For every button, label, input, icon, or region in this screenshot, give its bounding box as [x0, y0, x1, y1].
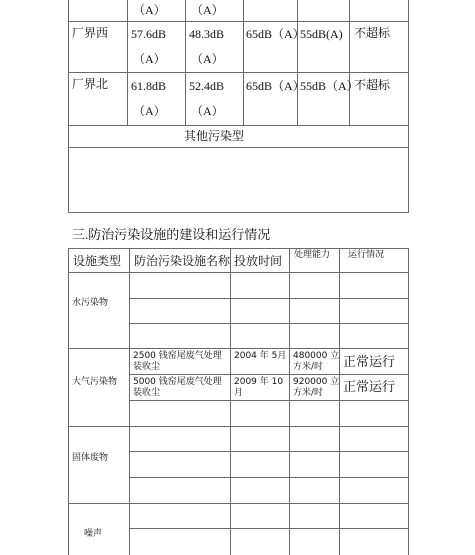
facility-name-line1: 2500 钱窑尾废气处理 — [133, 351, 222, 361]
result: 不超标 — [354, 78, 391, 92]
facility-name-line1: 5000 钱窑尾废气处理 — [133, 377, 222, 387]
top-row-day-unit: （A） — [133, 3, 166, 17]
install-time-line2: 月 — [234, 388, 244, 398]
day-unit: （A） — [133, 104, 166, 118]
header-install-time: 投放时间 — [234, 254, 283, 268]
facility-name-line2: 装收尘 — [133, 388, 161, 398]
day-limit: 65dB（A） — [246, 79, 305, 93]
site-name: 厂界西 — [72, 26, 109, 40]
other-pollution-label: 其他污染型 — [184, 129, 245, 143]
capacity-line1: 920000 立 — [293, 377, 340, 387]
header-capacity: 处理能力 — [294, 250, 331, 260]
header-facility-name: 防治污染设施名称 — [134, 254, 231, 268]
capacity-line2: 方米/时 — [293, 388, 324, 398]
day-value: 61.8dB — [131, 79, 167, 93]
night-unit: （A） — [191, 104, 224, 118]
section-heading: 三.防治污染设施的建设和运行情况 — [72, 227, 271, 242]
status-text: 正常运行 — [343, 379, 396, 394]
night-value: 52.4dB — [189, 79, 225, 93]
night-limit: 55dB（A） — [300, 79, 359, 93]
night-value: 48.3dB — [189, 27, 225, 41]
type-noise: 噪声 — [84, 529, 103, 539]
install-time: 2004 年 5月 — [234, 351, 287, 361]
status-text: 正常运行 — [343, 354, 396, 369]
night-limit: 55dB(A) — [300, 27, 343, 41]
day-limit: 65dB（A） — [246, 27, 305, 41]
top-row-night-unit: （A） — [191, 3, 224, 17]
day-value: 57.6dB — [131, 27, 167, 41]
install-time-line1: 2009 年 10 — [234, 377, 284, 387]
type-water: 水污染物 — [72, 298, 109, 308]
header-facility-type: 设施类型 — [73, 254, 122, 268]
capacity-line2: 方米/时 — [293, 362, 324, 372]
type-air: 大气污染物 — [72, 377, 118, 387]
type-solid-waste: 固体废物 — [72, 453, 109, 463]
site-name: 厂界北 — [72, 77, 109, 91]
result: 不超标 — [354, 26, 391, 40]
capacity-line1: 480000 立 — [293, 351, 340, 361]
header-status: 运行情况 — [348, 250, 385, 260]
night-unit: （A） — [191, 52, 224, 66]
facility-name-line2: 装收尘 — [133, 362, 161, 372]
day-unit: （A） — [133, 52, 166, 66]
